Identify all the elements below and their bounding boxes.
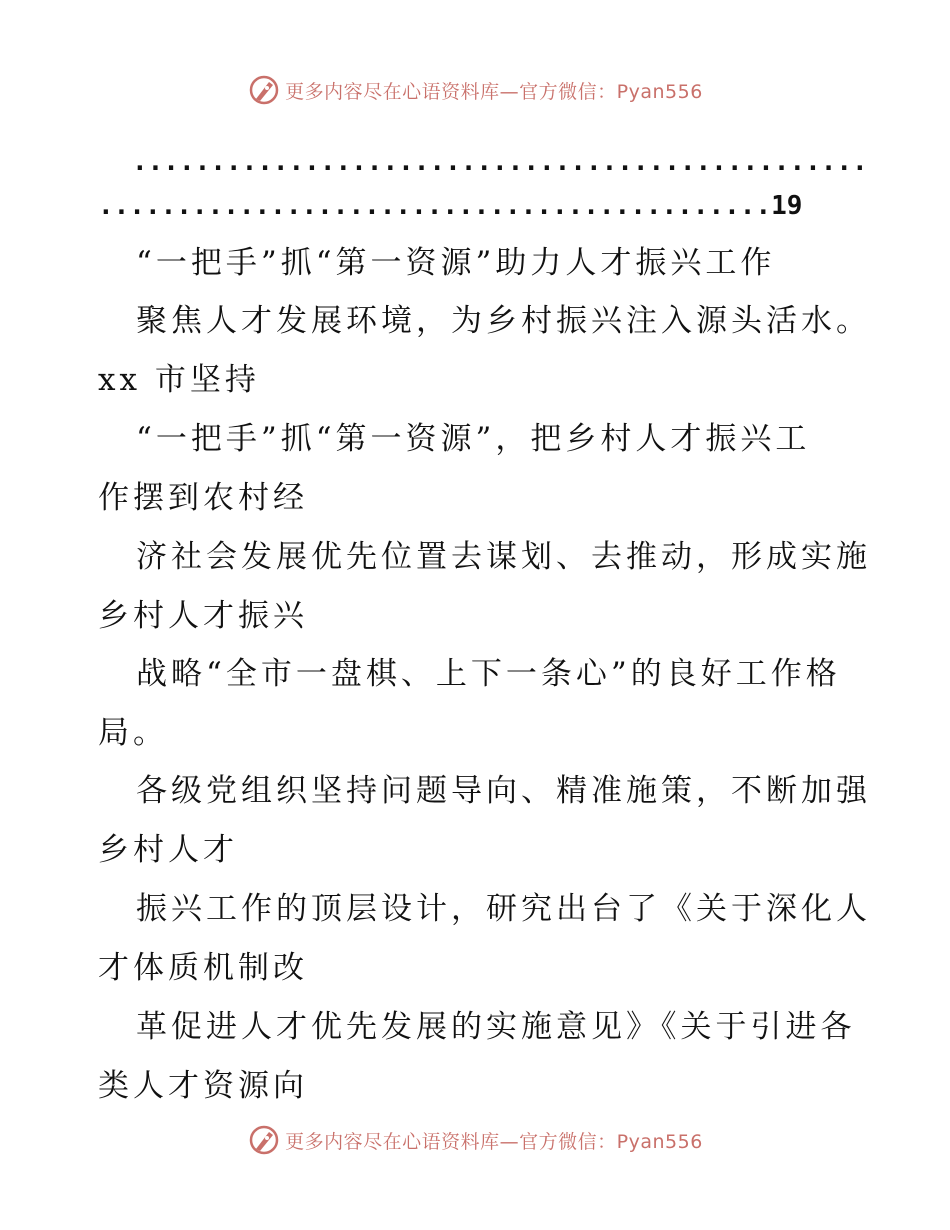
paragraph-line: 作摆到农村经 bbox=[98, 480, 308, 516]
paragraph-line: “一把手”抓“第一资源”，把乡村人才振兴工 bbox=[136, 421, 811, 457]
watermark-text: 更多内容尽在心语资料库—官方微信：Pyan556 bbox=[285, 80, 703, 103]
paragraph-line: 各级党组织坚持问题导向、精准施策，不断加强 bbox=[136, 773, 871, 809]
section-heading: “一把手”抓“第一资源”助力人才振兴工作 bbox=[136, 245, 776, 281]
watermark-text: 更多内容尽在心语资料库—官方微信：Pyan556 bbox=[285, 1130, 703, 1153]
paragraph-line: 才体质机制改 bbox=[98, 950, 308, 986]
paragraph-line: 战略“全市一盘棋、上下一条心”的良好工作格 bbox=[136, 656, 841, 692]
toc-leader-dots-page: ...........................................19 bbox=[98, 191, 803, 221]
paragraph-line: 乡村人才 bbox=[98, 832, 238, 868]
paragraph-line: 革促进人才优先发展的实施意见》《关于引进各 bbox=[136, 1009, 856, 1045]
paragraph-line: 类人才资源向 bbox=[98, 1068, 308, 1104]
header-watermark bbox=[0, 70, 950, 110]
paragraph-line: 振兴工作的顶层设计，研究出台了《关于深化人 bbox=[136, 891, 871, 927]
toc-leader-dots: ............................................... bbox=[132, 147, 868, 177]
pen-nib-circle-icon bbox=[247, 73, 281, 107]
paragraph-line: 聚焦人才发展环境，为乡村振兴注入源头活水。 bbox=[136, 303, 871, 339]
footer-watermark bbox=[0, 1120, 950, 1160]
paragraph-line: 济社会发展优先位置去谋划、去推动，形成实施 bbox=[136, 539, 871, 575]
pen-nib-circle-icon bbox=[247, 1123, 281, 1157]
paragraph-line: xx 市坚持 bbox=[98, 362, 260, 398]
paragraph-line: 局。 bbox=[98, 715, 168, 751]
paragraph-line: 乡村人才振兴 bbox=[98, 598, 308, 634]
